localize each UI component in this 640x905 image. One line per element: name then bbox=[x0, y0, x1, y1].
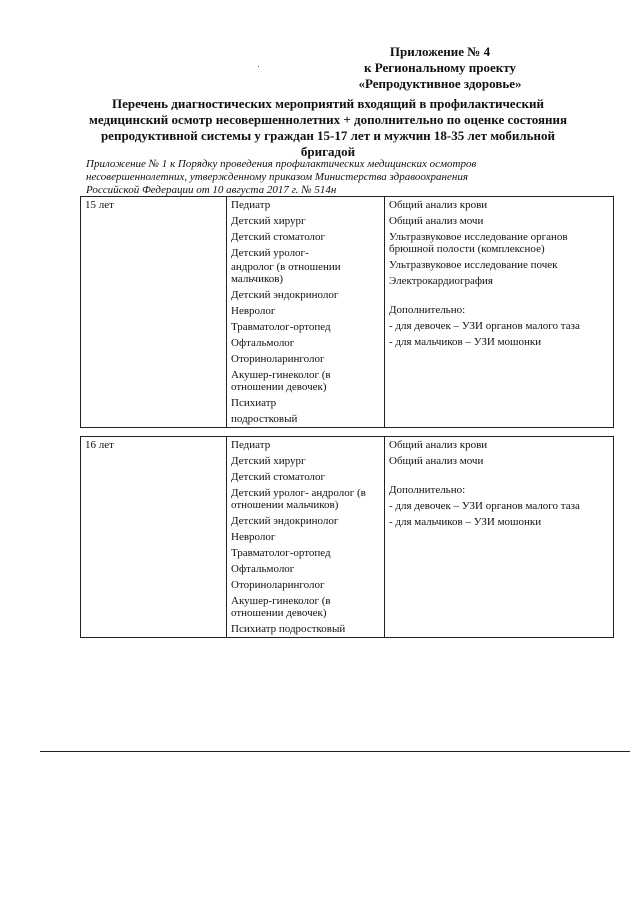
doctor-item: Травматолог-ортопед bbox=[231, 321, 331, 333]
test-item: Электрокардиография bbox=[389, 275, 493, 287]
exam-table-16 bbox=[80, 436, 614, 638]
appendix-project: к Региональному проекту bbox=[364, 60, 516, 75]
test-item: Общий анализ крови bbox=[389, 199, 488, 211]
doctor-item: Офтальмолог bbox=[231, 337, 295, 349]
additional-label: Дополнительно: bbox=[389, 484, 466, 496]
age-cell bbox=[81, 437, 227, 638]
test-item: Общий анализ мочи bbox=[389, 215, 484, 227]
doctors-cell bbox=[227, 197, 385, 428]
subtitle-line: несовершеннолетних, утвержденному приказом Министерства здравоохранения bbox=[86, 171, 468, 183]
doctor-item: Детский стоматолог bbox=[231, 231, 326, 243]
additional-item: - для девочек – УЗИ органов малого таза bbox=[389, 320, 580, 332]
doctor-item: Детский хирург bbox=[231, 455, 306, 467]
age-cell bbox=[81, 197, 227, 428]
doctor-item: андролог (в отношении мальчиков) bbox=[231, 261, 341, 285]
additional-item: - для девочек – УЗИ органов малого таза bbox=[389, 500, 580, 512]
doctor-item: Невролог bbox=[231, 531, 276, 543]
doctor-item: Акушер-гинеколог (в отношении девочек) bbox=[231, 595, 331, 619]
spacer bbox=[389, 471, 609, 484]
page-divider bbox=[40, 751, 630, 752]
doctor-item: Детский эндокринолог bbox=[231, 515, 339, 527]
spacer bbox=[389, 291, 609, 304]
doctor-item: Психиатр подростковый bbox=[231, 623, 346, 635]
doctor-item: Психиатр bbox=[231, 397, 277, 409]
doctor-item: Оториноларинголог bbox=[231, 353, 325, 365]
doctor-item: Детский хирург bbox=[231, 215, 306, 227]
additional-label: Дополнительно: bbox=[389, 304, 466, 316]
table-row bbox=[81, 437, 614, 638]
test-item: Ультразвуковое исследование почек bbox=[389, 259, 558, 271]
exam-table-15 bbox=[80, 196, 614, 428]
doctor-item: подростковый bbox=[231, 413, 298, 425]
test-item: Общий анализ мочи bbox=[389, 455, 484, 467]
table-row bbox=[81, 197, 614, 428]
doctor-item: Невролог bbox=[231, 305, 276, 317]
doctor-item: Детский уролог- bbox=[231, 247, 309, 259]
scan-speck bbox=[258, 66, 259, 67]
additional-item: - для мальчиков – УЗИ мошонки bbox=[389, 516, 542, 528]
tests-cell bbox=[385, 437, 614, 638]
doctor-item: Детский эндокринолог bbox=[231, 289, 339, 301]
doctor-item: Офтальмолог bbox=[231, 563, 295, 575]
document-subtitle bbox=[86, 158, 572, 197]
test-item: Общий анализ крови bbox=[389, 439, 488, 451]
subtitle-line: Российской Федерации от 10 августа 2017 г. № 514н bbox=[86, 184, 337, 196]
doctor-item: Оториноларинголог bbox=[231, 579, 325, 591]
appendix-header bbox=[330, 44, 550, 92]
document-title: Перечень диагностических мероприятий входящий в профилактический медицинский осмотр несовершеннолетних + дополнительно по оценке состояния репродуктивной системы у граждан 15-17 лет и мужчин 18-35 лет мобильной бригадой bbox=[88, 96, 568, 159]
test-item: Ультразвуковое исследование органов брюшной полости (комплексное) bbox=[389, 231, 568, 255]
doctor-item: Детский уролог- андролог (в отношении мальчиков) bbox=[231, 487, 366, 511]
age-label: 16 лет bbox=[85, 439, 114, 451]
doctor-item: Педиатр bbox=[231, 439, 271, 451]
doctors-cell bbox=[227, 437, 385, 638]
doctor-item: Акушер-гинеколог (в отношении девочек) bbox=[231, 369, 331, 393]
doctor-item: Детский стоматолог bbox=[231, 471, 326, 483]
appendix-number: Приложение № 4 bbox=[389, 44, 491, 59]
doctor-item: Педиатр bbox=[231, 199, 271, 211]
age-label: 15 лет bbox=[85, 199, 114, 211]
doctor-item: Травматолог-ортопед bbox=[231, 547, 331, 559]
subtitle-line: Приложение № 1 к Порядку проведения профилактических медицинских осмотров bbox=[86, 158, 477, 170]
additional-item: - для мальчиков – УЗИ мошонки bbox=[389, 336, 542, 348]
tests-cell bbox=[385, 197, 614, 428]
appendix-project-name: «Репродуктивное здоровье» bbox=[358, 76, 522, 91]
